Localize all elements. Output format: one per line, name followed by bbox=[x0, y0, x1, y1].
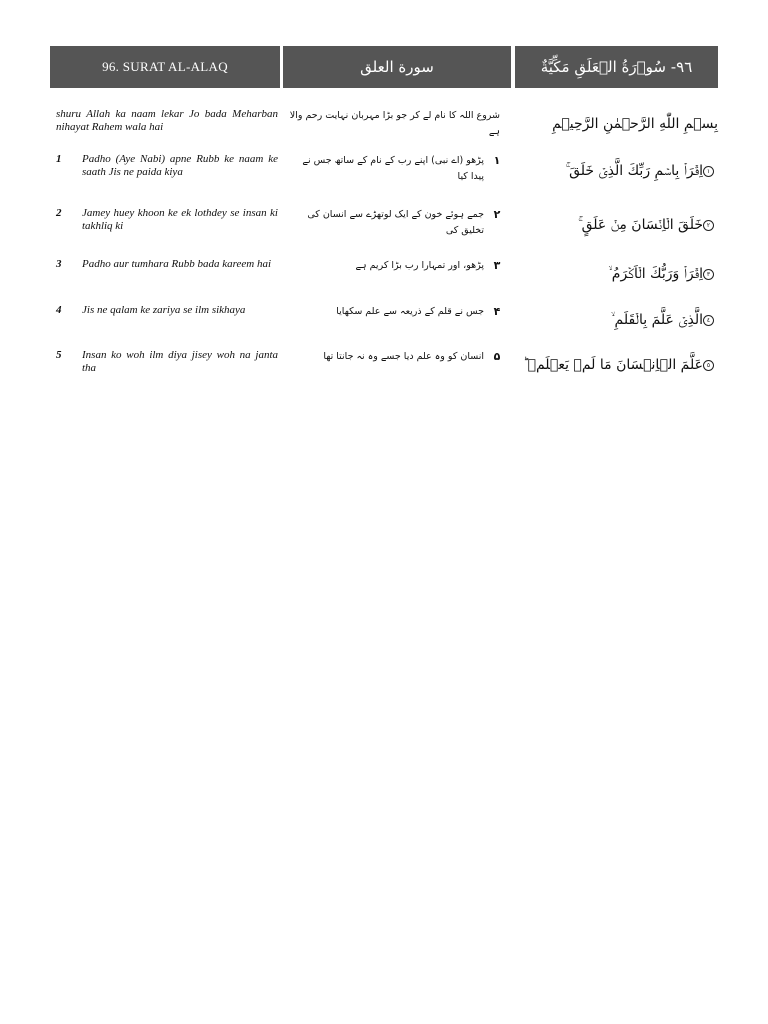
verse-arabic-text: اِقۡرَاۡ وَرَبُّكَ الۡاَكۡرَمُ ۙ bbox=[608, 266, 703, 282]
verse-arabic bbox=[520, 355, 718, 375]
ayah-end-mark: ١ bbox=[703, 166, 714, 177]
verse-number-english: 4 bbox=[56, 304, 62, 316]
ayah-end-mark: ٥ bbox=[703, 360, 714, 371]
verse-arabic-text: الَّذِىۡ عَلَّمَ بِالۡقَلَمِ ۙ bbox=[611, 312, 703, 328]
verse-urdu: جمے ہوئے خون کے ایک لوتھڑے سے انسان کی تخلیق کی bbox=[307, 209, 484, 236]
verse-english: Jamey huey khoon ke ek lothdey se insan ki takhliq ki bbox=[82, 207, 278, 232]
verse-number-english: 1 bbox=[56, 153, 62, 165]
ayah-end-mark: ٣ bbox=[703, 269, 714, 280]
verse-arabic bbox=[520, 161, 718, 181]
ayah-end-mark: ٤ bbox=[703, 315, 714, 326]
arabic-surah-title: ٩٦- سُوۡرَةُ الۡعَلَقِ مَكِّيَّةٌ bbox=[515, 46, 718, 88]
bismillah-urdu: شروع اللہ کا نام لے کر جو بڑا مہربان نہایت رحم والا ہے bbox=[289, 110, 500, 137]
english-surah-title: 96. SURAT AL-ALAQ bbox=[50, 46, 280, 88]
verse-urdu: جس نے قلم کے ذریعہ سے علم سکھایا bbox=[336, 306, 484, 317]
ayah-end-mark: ٢ bbox=[703, 220, 714, 231]
verse-arabic bbox=[520, 310, 718, 330]
verse-urdu: پڑھو، اور تمہارا رب بڑا کریم ہے bbox=[355, 260, 484, 271]
verse-english: Jis ne qalam ke zariya se ilm sikhaya bbox=[82, 304, 246, 316]
verse-number-urdu: ۵ bbox=[493, 350, 501, 363]
verse-urdu: انسان کو وہ علم دیا جسے وہ نہ جانتا تھا bbox=[323, 351, 484, 362]
verse-english: Padho (Aye Nabi) apne Rubb ke naam ke saath Jis ne paida kiya bbox=[82, 153, 278, 178]
surah-header bbox=[50, 46, 718, 88]
verse-number-english: 5 bbox=[56, 349, 62, 361]
verse-arabic-text: عَلَّمَ الۡاِنۡسَانَ مَا لَمۡ يَعۡلَمۡ ؕ bbox=[523, 357, 703, 373]
bismillah-arabic: بِسۡمِ اللّٰهِ الرَّحۡمٰنِ الرَّحِيۡمِ bbox=[552, 116, 718, 132]
verse-number-english: 3 bbox=[56, 258, 62, 270]
urdu-surah-title: سورة العلق bbox=[283, 46, 511, 88]
verse-number-english: 2 bbox=[56, 207, 62, 219]
verse-number-urdu: ۱ bbox=[493, 154, 501, 167]
bismillah-english: shuru Allah ka naam lekar Jo bada Meharban nihayat Rahem wala hai bbox=[56, 108, 278, 133]
verse-arabic-text: خَلَقَ الۡاِنۡسَانَ مِنۡ عَلَقٍ ۚ bbox=[578, 217, 703, 233]
verse-english: Insan ko woh ilm diya jisey woh na janta tha bbox=[82, 349, 278, 374]
verse-number-urdu: ۳ bbox=[493, 259, 501, 272]
verse-arabic-text: اِقۡرَاۡ بِاسۡمِ رَبِّكَ الَّذِىۡ خَلَقَ ۚ bbox=[565, 163, 703, 179]
verse-english: Padho aur tumhara Rubb bada kareem hai bbox=[82, 258, 272, 270]
verse-arabic bbox=[520, 215, 718, 235]
verse-arabic bbox=[520, 264, 718, 284]
verse-urdu: پڑھو (اے نبی) اپنے رب کے نام کے ساتھ جس نے پیدا کیا bbox=[302, 155, 484, 182]
verse-number-urdu: ۲ bbox=[493, 208, 501, 221]
verse-number-urdu: ۴ bbox=[493, 305, 501, 318]
